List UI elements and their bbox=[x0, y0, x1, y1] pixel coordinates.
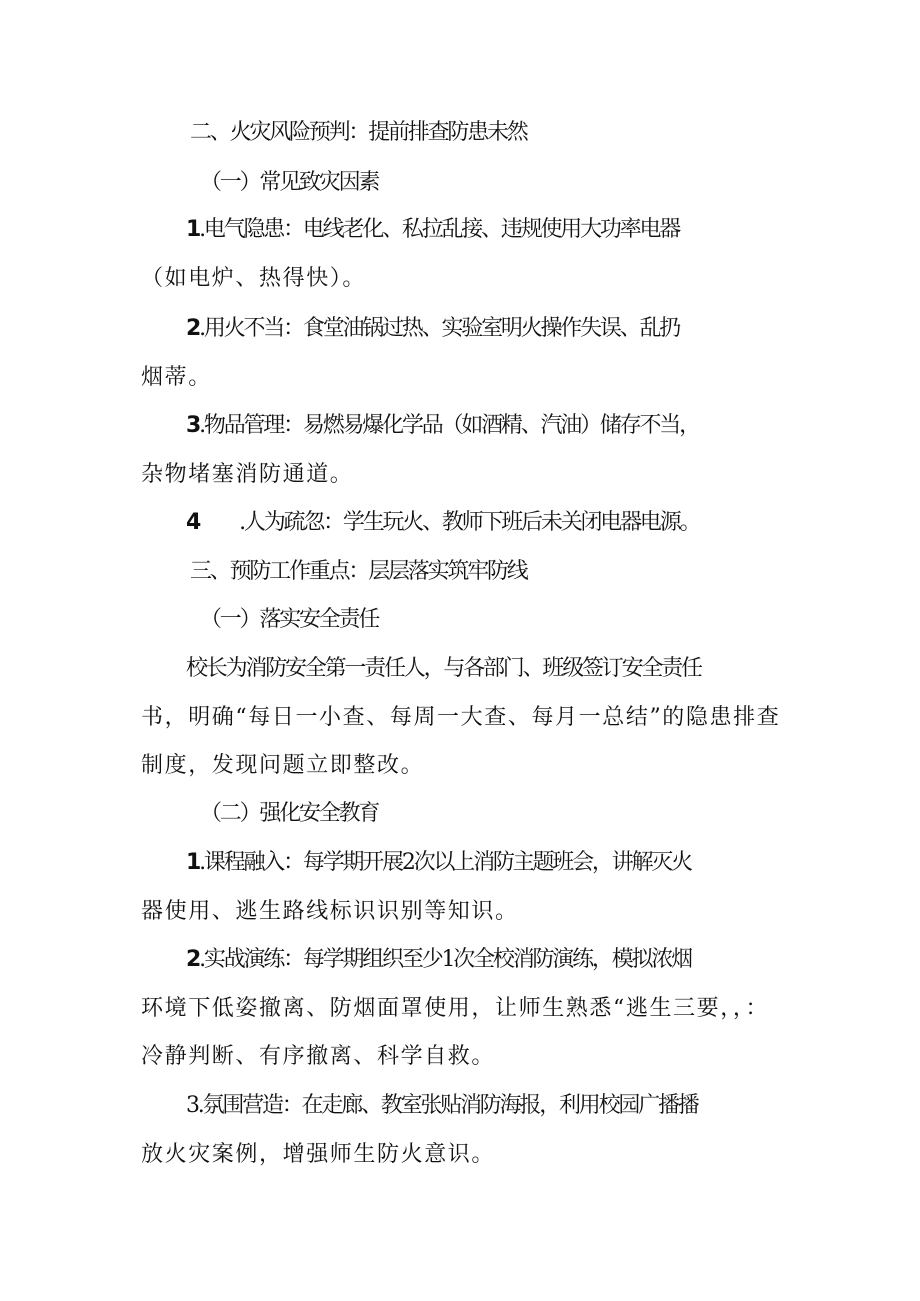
cause-item-2 bbox=[186, 314, 846, 344]
edu2-continuation-2: 冷静判断、有序撤离、科学自救。 bbox=[141, 1044, 496, 1069]
cause3-text: .物品管理：易燃易爆化学品（如酒精、汽油）储存不当， bbox=[199, 413, 699, 438]
subheading-responsibility: （一）落实安全责任 bbox=[200, 607, 379, 632]
cause2-continuation: 烟蒂。 bbox=[141, 365, 212, 390]
education-item-3: 3.氛围营造：在走廊、教室张贴消防海报，利用校园广播播 bbox=[186, 1093, 698, 1118]
cause-item-4 bbox=[186, 508, 846, 538]
cause4-number: 4 bbox=[186, 510, 200, 535]
section3-heading: 三、预防工作重点：层层落实筑牢防线 bbox=[190, 559, 527, 584]
edu1-continuation: 器使用、逃生路线标识识别等知识。 bbox=[141, 899, 519, 924]
edu2-text: .实战演练：每学期组织至少1次全校消防演练，模拟浓烟 bbox=[199, 947, 691, 972]
responsibility-paragraph-line1: 校长为消防安全第一责任人，与各部门、班级签订安全责任 bbox=[186, 656, 701, 681]
education-item-2 bbox=[186, 945, 846, 975]
section2-heading: 二、火灾风险预判：提前排查防患未然 bbox=[190, 120, 527, 145]
cause1-number: 1 bbox=[186, 217, 200, 242]
edu2-continuation-1: 环境下低姿撤离、防烟面罩使用，让师生熟悉“逃生三要，，： bbox=[141, 996, 770, 1021]
cause1-text: .电气隐患：电线老化、私拉乱接、违规使用大功率电器 bbox=[199, 217, 680, 242]
cause-item-1 bbox=[186, 215, 846, 245]
responsibility-paragraph-line2: 书，明确“每日一小查、每周一大查、每月一总结”的隐患排查 bbox=[141, 705, 781, 730]
subheading-education: （二）强化安全教育 bbox=[200, 801, 379, 826]
subheading-common-causes: （一）常见致灾因素 bbox=[200, 170, 379, 195]
cause1-continuation: （如电炉、热得快）。 bbox=[141, 266, 367, 291]
cause3-number: 3 bbox=[186, 413, 200, 438]
edu1-text: .课程融入：每学期开展2次以上消防主题班会，讲解灭火 bbox=[199, 850, 691, 875]
edu2-number: 2 bbox=[186, 947, 200, 972]
responsibility-paragraph-line3: 制度，发现问题立即整改。 bbox=[141, 753, 425, 778]
edu1-number: 1 bbox=[186, 850, 200, 875]
cause2-text: .用火不当：食堂油锅过热、实验室明火操作失误、乱扔 bbox=[199, 316, 680, 341]
edu3-continuation: 放火灾案例，增强师生防火意识。 bbox=[141, 1142, 496, 1167]
cause3-continuation: 杂物堵塞消防通道。 bbox=[141, 462, 354, 487]
cause-item-3 bbox=[186, 411, 846, 441]
education-item-1 bbox=[186, 848, 846, 878]
cause4-text: .人为疏忽：学生玩火、教师下班后未关闭电器电源。 bbox=[239, 510, 700, 535]
cause2-number: 2 bbox=[186, 316, 200, 341]
